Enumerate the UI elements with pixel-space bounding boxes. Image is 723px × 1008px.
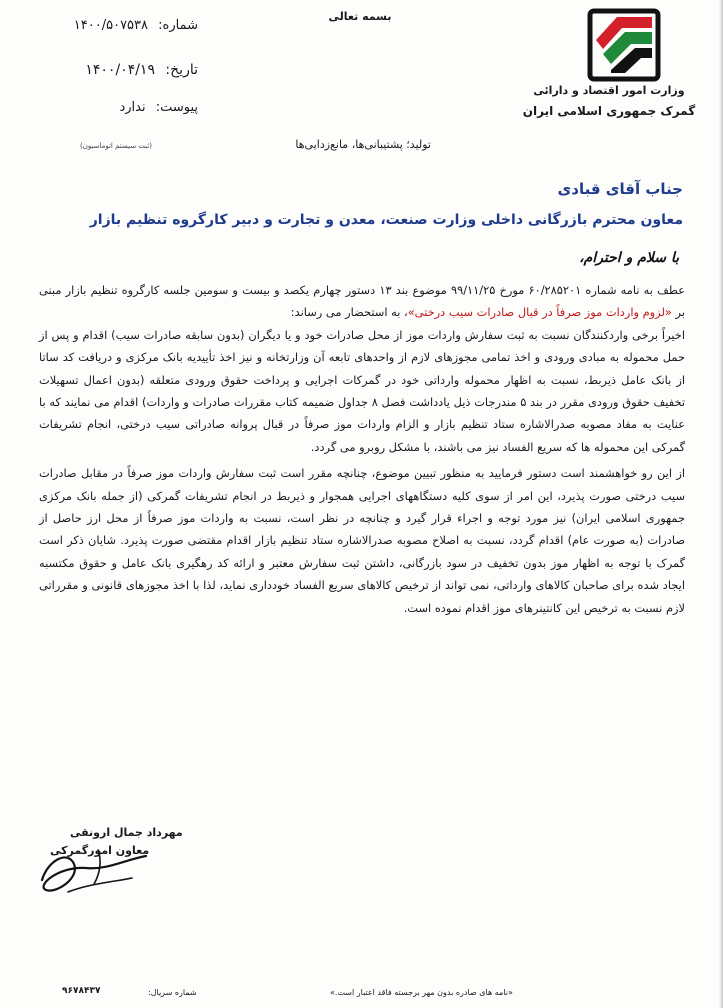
recipient-name: جناب آقای قبادی bbox=[557, 180, 683, 198]
ministry-name: وزارت امور اقتصاد و دارائی bbox=[533, 84, 685, 97]
greeting: با سلام و احترام، bbox=[579, 250, 679, 266]
customs-emblem-icon bbox=[587, 8, 661, 82]
intro-text: عطف به نامه شماره ۶۰/۲۸۵۲۰۱ مورخ ۹۹/۱۱/۲۵ موضوع بند ۱۳ دستور چهارم یکصد و بیست و سومین جلسه کارگروه تنظیم بازار مبنی بر bbox=[39, 283, 685, 320]
bismillah-heading: بسمه تعالی bbox=[328, 10, 392, 23]
handwritten-signature bbox=[28, 820, 178, 910]
automation-note: (ثبت سیستم اتوماسیون) bbox=[80, 142, 152, 150]
attachment-value: ندارد bbox=[119, 100, 146, 115]
page-edge-shadow bbox=[719, 0, 723, 1008]
number-label: شماره: bbox=[158, 18, 198, 33]
body-paragraph-request: از این رو خواهشمند است دستور فرمایید به منظور تبیین موضوع، چنانچه مقرر است ثبت سفارش واردات موز صرفاً در مقابل صادرات سیب درختی صورت پذیرد، این امر از سوی کلیه دستگاههای اجرایی همجوار و ذیربط در انجام تشریفات گمرکی (از جمله بانک مرکزی جمهوری اسلامی ایران) نیز مورد توجه و اجراء قرار گیرد و چنانچه در نظر است، نسبت به واردات موز صرفاً از محل ارز حاصل از صادرات (به صورت عام) اقدام گردد، نسبت به اصلاح مصوبه صدرالاشاره ستاد تنظیم بازار اقدام مقتضی صورت پذیرد. شایان ذکر است گمرک با توجه به اظهار موز بدون تخفیف در سود بازرگانی، داشتن ثبت سفارش معتبر و ارائه کد رهگیری بانک عامل و حقوق مکتسبه ایجاد شده برای صاحبان کالاهای وارداتی، نمی تواند از ترخیص کالاهای سریع الفساد خودداری نماید، لذا با اخذ مجوزهای قانونی و مقرراتی لازم نسبت به ترخیص این کانتینرهای موز اقدام نموده است. bbox=[39, 466, 685, 615]
intro-quote: «لزوم واردات موز صرفاً در قبال صادرات سیب درختی» bbox=[407, 305, 672, 320]
letter-number bbox=[74, 18, 198, 33]
letter-attachment bbox=[119, 100, 198, 115]
validity-note: «نامه های صادره بدون مهر برجسته فاقد اعتبار است.» bbox=[330, 988, 513, 997]
letter-subject: تولید؛ پشتیبانی‌ها، مانع‌زدایی‌ها bbox=[295, 138, 431, 151]
recipient-title: معاون محترم بازرگانی داخلی وزارت صنعت، معدن و تجارت و دبیر کارگروه تنظیم بازار bbox=[89, 212, 683, 228]
intro-tail: ، به استحضار می رساند: bbox=[290, 305, 408, 320]
attachment-label: پیوست: bbox=[155, 100, 198, 115]
date-value: ۱۴۰۰/۰۴/۱۹ bbox=[85, 62, 155, 78]
letter-body bbox=[39, 279, 685, 619]
serial-label: شماره سریال: bbox=[148, 988, 197, 997]
signer-name: مهرداد جمال ارونقی bbox=[70, 826, 183, 839]
customs-name: گمرک جمهوری اسلامی ایران bbox=[522, 104, 696, 118]
letter-date bbox=[85, 62, 198, 78]
date-label: تاریخ: bbox=[165, 62, 198, 78]
signer-role: معاون امورگمرکی bbox=[50, 844, 150, 857]
body-paragraph-intro bbox=[39, 279, 685, 324]
number-value: ۱۴۰۰/۵۰۷۵۳۸ bbox=[73, 18, 149, 33]
serial-value: ۹۶۷۸۴۳۷ bbox=[62, 986, 101, 996]
body-paragraph-issue: اخیراً برخی واردکنندگان نسبت به ثبت سفارش واردات موز از محل صادرات خود و یا دیگران (بدون سابقه صادرات سیب) اقدام و پس از حمل محموله به مبادی ورودی و اخذ تمامی مجوزهای لازم از واحدهای تابعه آن وزارتخانه و نیز اخذ تأییدیه بانک مرکزی و دریافت کد ساتا از بانک عامل ذیربط، نسبت به اظهار محموله وارداتی خود در گمرکات اجرایی و پرداخت حقوق ورودی متعلقه (بدون اعمال تسهیلات تخفیف حقوق ورودی مقرر در بند ۵ مندرجات ذیل یادداشت فصل ۸ جداول ضمیمه کتاب مقررات صادرات و واردات) اقدام می نمایند که با عنایت به مفاد مصوبه صدرالاشاره ستاد تنظیم بازار و الزام واردات موز صرفاً در قبال پروانه صادراتی سیب درختی، انجام تشریفات گمرکی این محموله ها که سریع الفساد نیز می باشند، با مشکل روبرو می گردد. bbox=[39, 327, 685, 454]
